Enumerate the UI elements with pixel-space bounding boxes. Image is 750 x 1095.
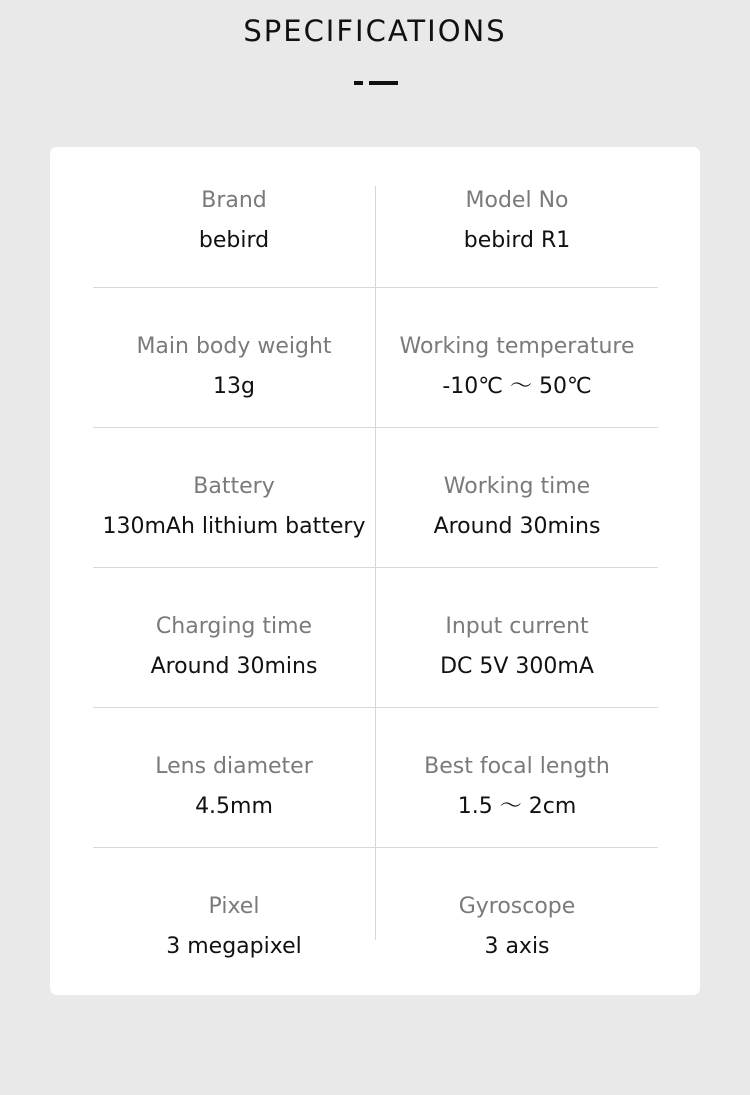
spec-item-working-time — [376, 474, 658, 540]
spec-row — [93, 848, 658, 988]
spec-value: Around 30mins — [150, 654, 318, 679]
page-title: SPECIFICATIONS — [243, 14, 507, 48]
spec-value: bebird R1 — [463, 228, 571, 253]
spec-value: 3 axis — [484, 934, 550, 959]
spec-value: 130mAh lithium battery — [102, 514, 366, 539]
spec-label: Charging time — [155, 614, 313, 639]
spec-value: 3 megapixel — [166, 934, 302, 959]
spec-label: Battery — [193, 474, 275, 499]
spec-label: Pixel — [208, 894, 260, 919]
spec-row — [93, 288, 658, 428]
spec-label: Main body weight — [136, 334, 332, 359]
underline-short-dash — [354, 81, 363, 85]
spec-label: Input current — [445, 614, 589, 639]
spec-label: Model No — [465, 188, 569, 213]
underline-long-dash — [369, 81, 398, 85]
spec-label: Brand — [201, 188, 267, 213]
spec-row — [93, 708, 658, 848]
spec-item-best-focal-length — [376, 754, 658, 820]
spec-item-input-current — [376, 614, 658, 680]
spec-item-lens-diameter — [93, 754, 375, 820]
spec-item-charging-time — [93, 614, 375, 680]
spec-item-model-no — [376, 188, 658, 254]
spec-label: Gyroscope — [458, 894, 576, 919]
spec-label: Working temperature — [399, 334, 635, 359]
spec-value: DC 5V 300mA — [440, 654, 594, 679]
spec-label: Lens diameter — [155, 754, 313, 779]
spec-row — [93, 428, 658, 568]
spec-label: Working time — [443, 474, 591, 499]
spec-item-main-body-weight — [93, 334, 375, 400]
spec-label: Best focal length — [424, 754, 610, 779]
spec-value: 13g — [213, 374, 255, 399]
spec-value: bebird — [198, 228, 270, 253]
spec-value: Around 30mins — [433, 514, 601, 539]
spec-item-working-temperature — [376, 334, 658, 400]
spec-value: 4.5mm — [195, 794, 273, 819]
specifications-card — [50, 147, 700, 995]
spec-value: 1.5 ～ 2cm — [457, 794, 577, 819]
spec-row — [93, 568, 658, 708]
spec-value: -10℃ ～ 50℃ — [442, 374, 592, 399]
spec-item-battery — [93, 474, 375, 540]
spec-row — [93, 188, 658, 288]
specifications-grid — [93, 188, 658, 988]
spec-item-brand — [93, 188, 375, 254]
spec-item-gyroscope — [376, 894, 658, 960]
spec-item-pixel — [93, 894, 375, 960]
